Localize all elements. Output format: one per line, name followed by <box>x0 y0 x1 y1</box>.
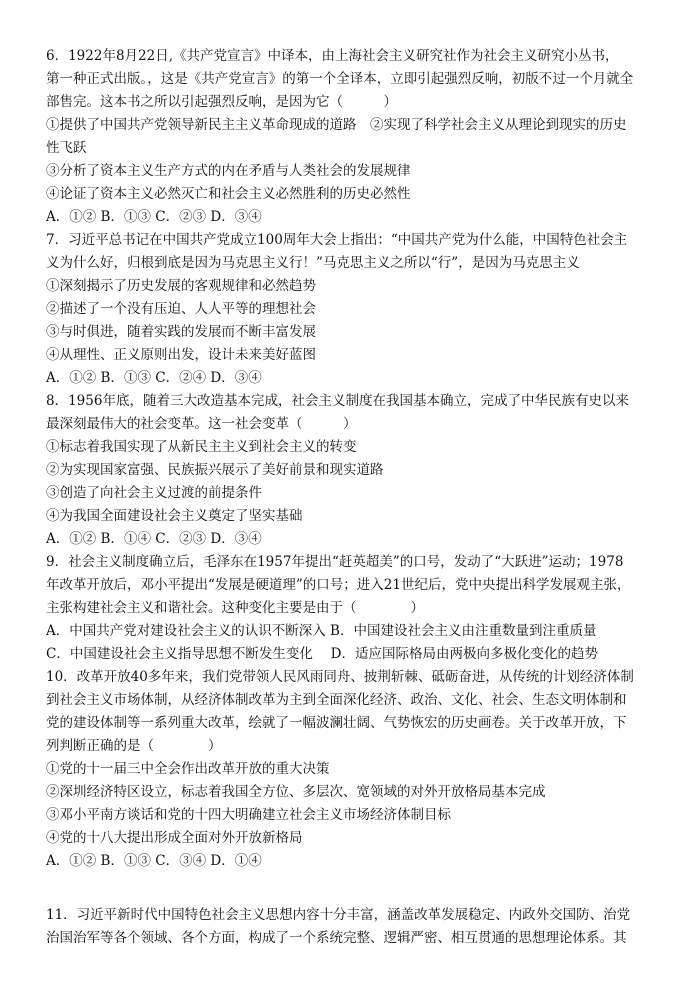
q6-option-4: ④论证了资本主义必然灭亡和社会主义必然胜利的历史必然性 <box>46 186 411 202</box>
q10-option-4: ④党的十八大提出形成全面对外开放新格局 <box>46 830 303 846</box>
q8-answer-choices: A．①② B．①④ C．②③ D．③④ <box>46 531 262 547</box>
q7-answer-choices: A．①② B．①③ C．②④ D．③④ <box>46 370 262 386</box>
q10-line-4: 列判断正确的是（ ） <box>46 738 222 754</box>
q10-line-2: 到社会主义市场体制，从经济体制改革为主到全面深化经济、政治、文化、社会、生态文明体制和 <box>46 692 627 708</box>
q6-line-3: 部售完。这本书之所以引起强烈反响，是因为它（ ） <box>46 94 397 110</box>
q9-line-2: 年改革开放后，邓小平提出“发展是硬道理”的口号；进入21世纪后，党中央提出科学发展观主张， <box>46 577 631 593</box>
q6-option-2-cont: 性飞跃 <box>46 140 87 156</box>
q7-option-2: ②描述了一个没有压迫、人人平等的理想社会 <box>46 301 316 317</box>
q6-line-1: 6．1922年8月22日,《共产党宣言》中译本，由上海社会主义研究社作为社会主义研究小丛书， <box>46 48 619 64</box>
q10-answer-choices: A．①② B．①③ C．③④ D．①④ <box>46 853 262 869</box>
q10-line-3: 党的建设体制等一系列重大改革，绘就了一幅波澜壮阔、气势恢宏的历史画卷。关于改革开放，下 <box>46 715 627 731</box>
q9-line-3: 主张构建社会主义和谐社会。这种变化主要是由于（ ） <box>46 600 424 616</box>
q10-option-3: ③邓小平南方谈话和党的十四大明确建立社会主义市场经济体制目标 <box>46 807 451 823</box>
q10-line-1: 10．改革开放40多年来，我们党带领人民风雨同舟、披荆斩棘、砥砺奋进，从传统的计划经济体制 <box>46 669 634 685</box>
q7-option-3: ③与时俱进，随着实践的发展而不断丰富发展 <box>46 324 316 340</box>
q7-line-2: 义为什么好，归根到底是因为马克思主义行！”马克思主义之所以“行”，是因为马克思主义 <box>46 255 580 271</box>
q6-answer-choices: A．①② B．①③ C．②③ D．③④ <box>46 209 262 225</box>
q8-line-2: 最深刻最伟大的社会变革。这一社会变革（ ） <box>46 416 357 432</box>
q7-line-1: 7．习近平总书记在中国共产党成立100周年大会上指出：“中国共产党为什么能，中国特色社会主 <box>46 232 628 248</box>
q10-option-2: ②深圳经济特区设立，标志着我国全方位、多层次、宽领域的对外开放格局基本完成 <box>46 784 546 800</box>
q6-option-3: ③分析了资本主义生产方式的内在矛盾与人类社会的发展规律 <box>46 163 411 179</box>
q8-line-1: 8．1956年底，随着三大改造基本完成，社会主义制度在我国基本确立，完成了中华民族有史以来 <box>46 393 629 409</box>
q8-option-2: ②为实现国家富强、民族振兴展示了美好前景和现实道路 <box>46 462 384 478</box>
q8-option-4: ④为我国全面建设社会主义奠定了坚实基础 <box>46 508 303 524</box>
q9-options-a-b: A．中国共产党对建设社会主义的认识不断深入 B．中国建设社会主义由注重数量到注重质量 <box>46 623 597 639</box>
q10-option-1: ①党的十一届三中全会作出改革开放的重大决策 <box>46 761 330 777</box>
q8-option-1: ①标志着我国实现了从新民主主义到社会主义的转变 <box>46 439 357 455</box>
q7-option-1: ①深刻揭示了历史发展的客观规律和必然趋势 <box>46 278 316 294</box>
q11-line-2: 治国治军等各个领域、各个方面，构成了一个系统完整、逻辑严密、相互贯通的思想理论体系。其 <box>46 930 627 946</box>
q11-line-1: 11．习近平新时代中国特色社会主义思想内容十分丰富，涵盖改革发展稳定、内政外交国防、治党 <box>46 907 631 923</box>
q6-line-2: 第一种正式出版。，这是《共产党宣言》的第一个全译本，立即引起强烈反响，初版不过一个月就全 <box>46 71 634 87</box>
q8-option-3: ③创造了向社会主义过渡的前提条件 <box>46 485 262 501</box>
q9-line-1: 9．社会主义制度确立后，毛泽东在1957年提出“赶英超美”的口号，发动了“大跃进”运动；1978 <box>46 554 624 570</box>
q9-options-c-d: C．中国建设社会主义指导思想不断发生变化 D．适应国际格局由两极向多极化变化的趋势 <box>46 646 598 662</box>
q6-option-1-2: ①提供了中国共产党领导新民主主义革命现成的道路 ②实现了科学社会主义从理论到现实的历史 <box>46 117 627 133</box>
q7-option-4: ④从理性、正义原则出发，设计未来美好蓝图 <box>46 347 316 363</box>
